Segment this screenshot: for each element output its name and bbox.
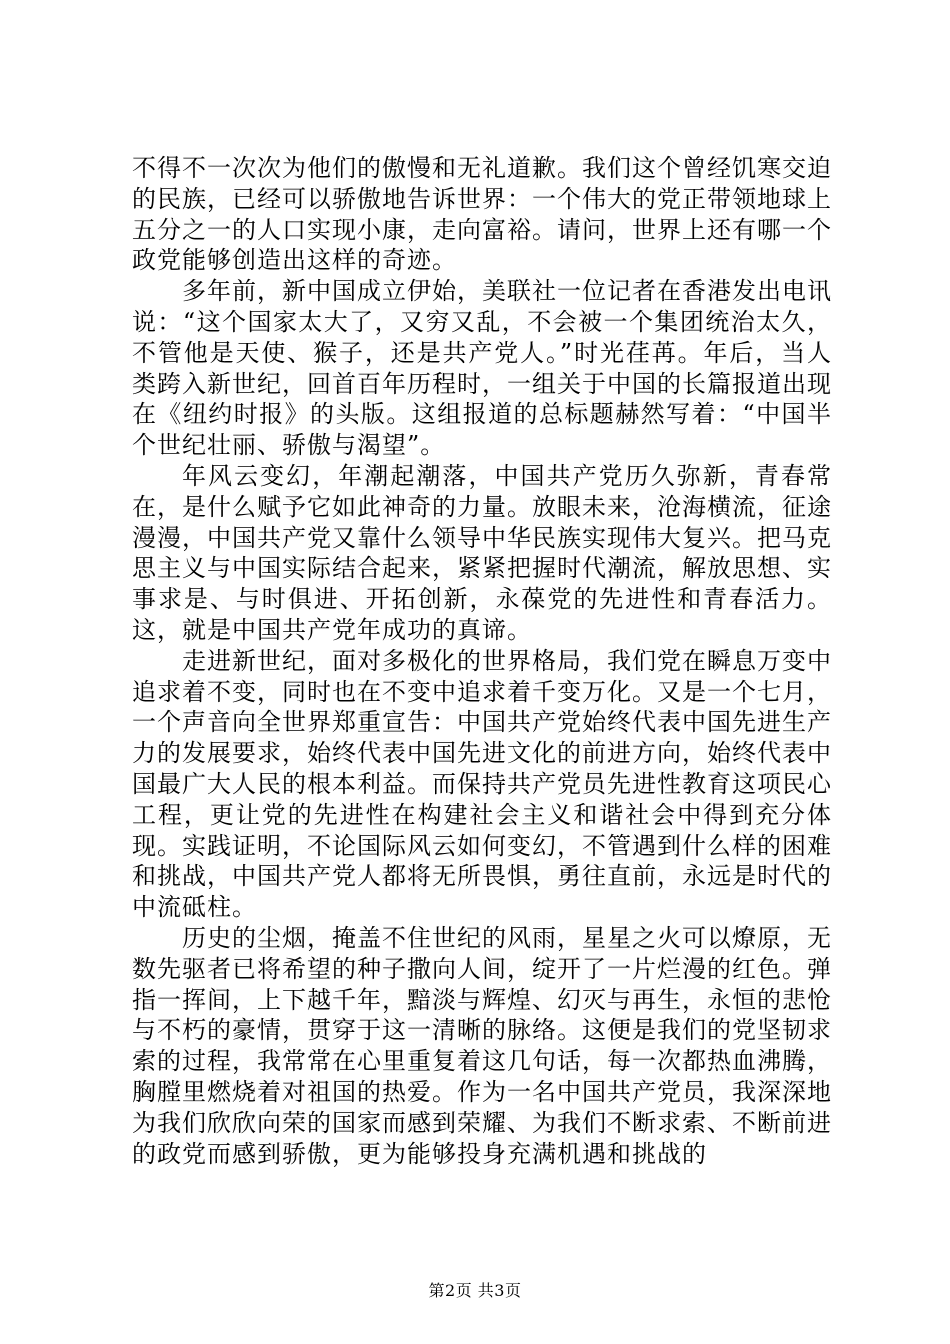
paragraph: 年风云变幻，年潮起潮落，中国共产党历久弥新，青春常在，是什么赋予它如此神奇的力量。放眼未来，沧海横流，征途漫漫，中国共产党又靠什么领导中华民族实现伟大复兴。把马克思主义与中国实际结合起来，紧紧把握时代潮流，解放思想、实事求是、与时俱进、开拓创新，永葆党的先进性和青春活力。这，就是中国共产党年成功的真谛。 (132, 461, 832, 644)
paragraph: 多年前，新中国成立伊始，美联社一位记者在香港发出电讯说：“这个国家太大了，又穷又乱，不会被一个集团统治太久，不管他是天使、猴子，还是共产党人。”时光荏苒。年后，当人类跨入新世纪，回首百年历程时，一组关于中国的长篇报道出现在《纽约时报》的头版。这组报道的总标题赫然写着：“中国半个世纪壮丽、骄傲与渴望”。 (132, 277, 832, 460)
paragraph: 历史的尘烟，掩盖不住世纪的风雨，星星之火可以燎原，无数先驱者已将希望的种子撒向人间，绽开了一片烂漫的红色。弹指一挥间，上下越千年，黯淡与辉煌、幻灭与再生，永恒的悲怆与不朽的豪情，贯穿于这一清晰的脉络。这便是我们的党坚韧求索的过程，我常常在心里重复着这几句话，每一次都热血沸腾，胸膛里燃烧着对祖国的热爱。作为一名中国共产党员，我深深地为我们欣欣向荣的国家而感到荣耀、为我们不断求索、不断前进的政党而感到骄傲，更为能够投身充满机遇和挑战的 (132, 923, 832, 1168)
paragraph-continued: 不得不一次次为他们的傲慢和无礼道歉。我们这个曾经饥寒交迫的民族，已经可以骄傲地告诉世界：一个伟大的党正带领地球上五分之一的人口实现小康，走向富裕。请问，世界上还有哪一个政党能够创造出这样的奇迹。 (132, 154, 832, 275)
paragraph: 走进新世纪，面对多极化的世界格局，我们党在瞬息万变中追求着不变，同时也在不变中追求着千变万化。又是一个七月，一个声音向全世界郑重宣告：中国共产党始终代表中国先进生产力的发展要求，始终代表中国先进文化的前进方向，始终代表中国最广大人民的根本利益。而保持共产党员先进性教育这项民心工程，更让党的先进性在构建社会主义和谐社会中得到充分体现。实践证明，不论国际风云如何变幻，不管遇到什么样的困难和挑战，中国共产党人都将无所畏惧，勇往直前，永远是时代的中流砥柱。 (132, 646, 832, 922)
body-text (132, 153, 832, 1169)
page-number-footer: 第2页 共3页 (428, 1281, 522, 1300)
